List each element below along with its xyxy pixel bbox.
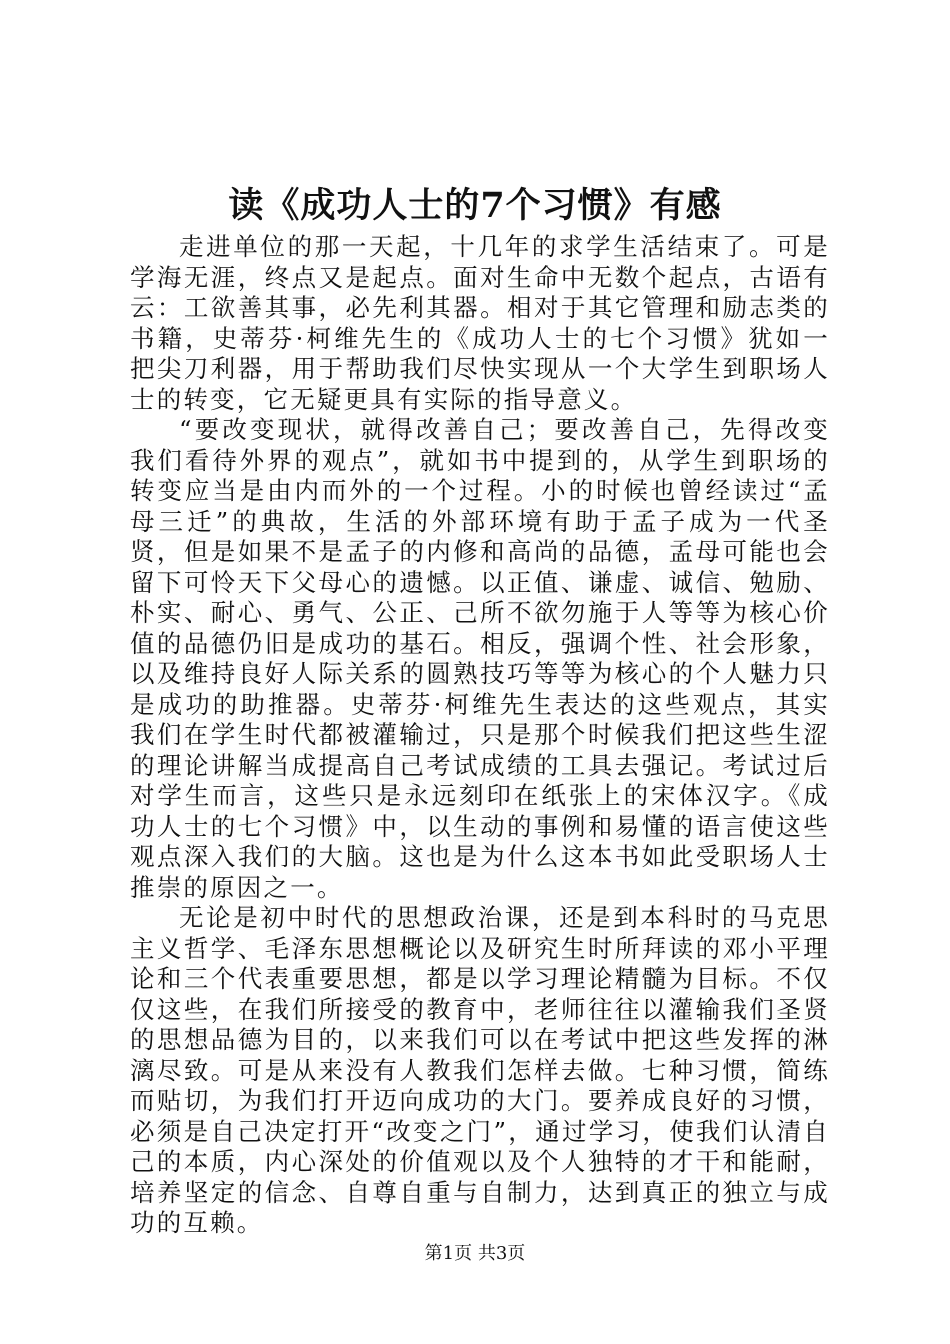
paragraph-2: “要改变现状，就得改善自己；要改善自己，先得改变我们看待外界的观点”，就如书中提到的，从学生到职场的转变应当是由内而外的一个过程。小的时候也曾经读过“孟母三迁”的典故，生活的外部环境有助于孟子成为一代圣贤，但是如果不是孟子的内修和高尚的品德，孟母可能也会留下可怜天下父母心的遗憾。以正值、谦虚、诚信、勉励、朴实、耐心、勇气、公正、己所不欲勿施于人等等为核心价值的品德仍旧是成功的基石。相反，强调个性、社会形象，以及维持良好人际关系的圆熟技巧等等为核心的个人魅力只是成功的助推器。史蒂芬·柯维先生表达的这些观点，其实我们在学生时代都被灌输过，只是那个时候我们把这些生涩的理论讲解当成提高自己考试成绩的工具去强记。考试过后对学生而言，这些只是永远刻印在纸张上的宋体汉字。《成功人士的七个习惯》中，以生动的事例和易懂的语言使这些观点深入我们的大脑。这也是为什么这本书如此受职场人士推崇的原因之一。 [130, 415, 830, 902]
paragraph-1: 走进单位的那一天起，十几年的求学生活结束了。可是学海无涯，终点又是起点。面对生命中无数个起点，古语有云：工欲善其事，必先利其器。相对于其它管理和励志类的书籍，史蒂芬·柯维先生的《成功人士的七个习惯》犹如一把尖刀利器，用于帮助我们尽快实现从一个大学生到职场人士的转变，它无疑更具有实际的指导意义。 [130, 232, 830, 414]
document-title: 读《成功人士的7个习惯》有感 [228, 185, 722, 226]
paragraph-3: 无论是初中时代的思想政治课，还是到本科时的马克思主义哲学、毛泽东思想概论以及研究生时所拜读的邓小平理论和三个代表重要思想，都是以学习理论精髓为目标。不仅仅这些，在我们所接受的教育中，老师往往以灌输我们圣贤的思想品德为目的，以来我们可以在考试中把这些发挥的淋漓尽致。可是从来没有人教我们怎样去做。七种习惯，简练而贴切，为我们打开迈向成功的大门。要养成良好的习惯，必须是自己决定打开“改变之门”，通过学习，使我们认清自己的本质，内心深处的价值观以及个人独特的才干和能耐，培养坚定的信念、自尊自重与自制力，达到真正的独立与成功的互赖。 [130, 903, 830, 1237]
page-footer: 第1页 共3页 [424, 1243, 526, 1264]
document-body [130, 232, 830, 1239]
